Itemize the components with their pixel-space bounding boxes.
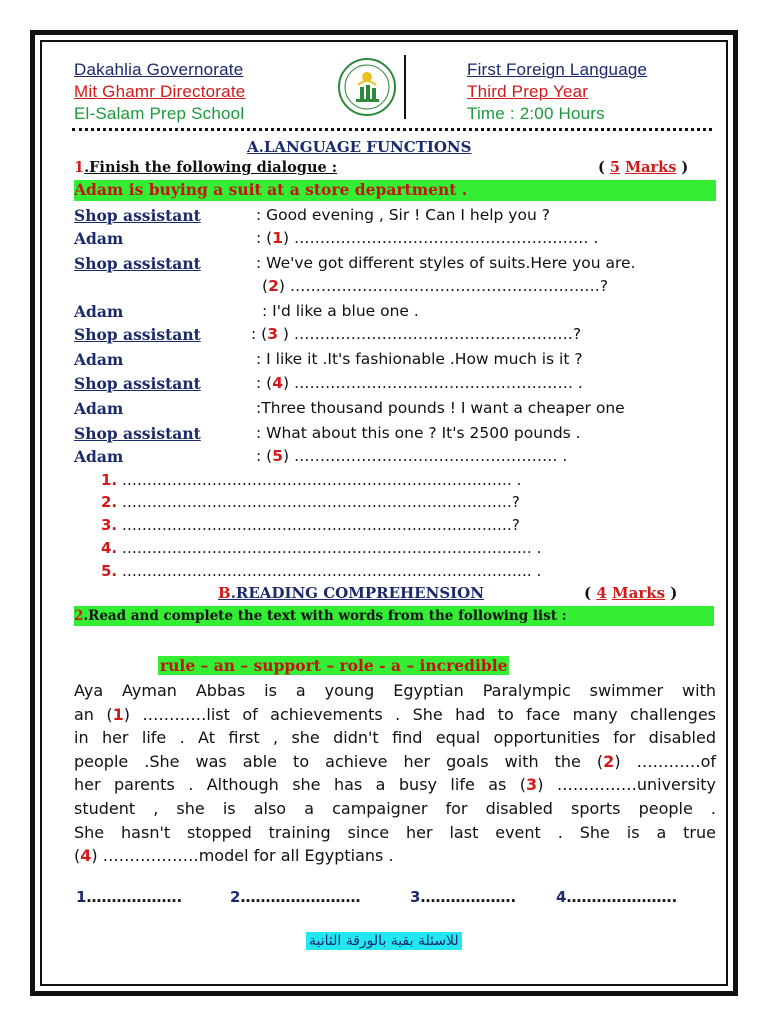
paragraph-text: ) ………………model for all Egyptians . xyxy=(91,846,394,866)
question-2-number: 2 xyxy=(74,608,84,624)
answer-dots: ……………………………………………………………………? xyxy=(117,516,520,534)
answer-number: 2. xyxy=(101,493,118,511)
blank-number: 3 xyxy=(267,325,278,343)
answer-line xyxy=(101,516,520,534)
blank-dots: ) ………………………………………………… . xyxy=(283,229,599,247)
blank-dots: ) ……………………………………………… . xyxy=(283,374,583,392)
blank-number: 4 xyxy=(556,888,567,906)
blank-number: 2 xyxy=(268,277,279,295)
dialogue-line: : We've got different styles of suits.Here you are. xyxy=(256,254,636,272)
question-2-line xyxy=(74,606,714,626)
paragraph-text: ) ……………university xyxy=(537,775,717,795)
blank-number: 1 xyxy=(112,704,124,724)
paragraph-line xyxy=(74,821,716,845)
blank-number: 4 xyxy=(272,374,283,392)
blank-number: 2 xyxy=(230,888,241,906)
answer-line xyxy=(101,471,521,489)
dialogue-line: : I'd like a blue one . xyxy=(262,302,419,320)
question-2-marks: ( 4 Marks ) xyxy=(584,584,678,602)
paragraph-line xyxy=(74,844,716,868)
section-a-title: A.LANGUAGE FUNCTIONS xyxy=(247,138,472,156)
paragraph-text: an ( xyxy=(74,704,113,724)
paragraph-text: her parents . Although she has a busy life as ( xyxy=(74,775,527,795)
dialogue-line xyxy=(251,325,581,343)
situation-text: Adam is buying a suit at a store department . xyxy=(74,180,468,199)
dialogue-speaker: Shop assistant xyxy=(74,325,201,344)
time-label: Time : 2:00 Hours xyxy=(467,104,605,123)
answer-dots: …………………………………………………………………… . xyxy=(117,471,522,489)
question-2-marks-word: Marks xyxy=(612,584,666,602)
paragraph-line xyxy=(74,750,716,774)
answer-number: 1. xyxy=(101,471,118,489)
question-1-text: .Finish the following dialogue : xyxy=(84,159,338,176)
dialogue-line: : Good evening , Sir ! Can I help you ? xyxy=(256,206,550,224)
school-logo-icon xyxy=(334,55,408,119)
answer-dots: ………………………………………………………………………. . xyxy=(117,539,542,557)
blank-number: 5 xyxy=(272,447,283,465)
dialogue-speaker: Adam xyxy=(74,350,124,369)
answer-number: 3. xyxy=(101,516,118,534)
question-2-marks-number: 4 xyxy=(596,584,607,602)
paragraph-text: Aya Ayman Abbas is a young Egyptian Paralympic swimmer with xyxy=(74,681,716,700)
blank-prefix: : ( xyxy=(256,229,273,247)
paragraph-line xyxy=(74,773,716,797)
dialogue-speaker: Shop assistant xyxy=(74,206,201,225)
answer-line xyxy=(101,539,541,557)
paragraph-line xyxy=(74,679,716,703)
continued-note: للاسئلة بقية بالورقة الثانية xyxy=(306,932,462,950)
blank-number: 1 xyxy=(272,229,283,247)
dialogue-speaker: Shop assistant xyxy=(74,374,201,393)
blank-dots: ………………. xyxy=(86,888,183,906)
paragraph-line xyxy=(74,726,716,750)
question-1-marks-number: 5 xyxy=(609,159,621,176)
word-list: rule – an – support – role - a – incredible xyxy=(160,656,508,675)
blank-prefix: : ( xyxy=(251,325,268,343)
dialogue-line xyxy=(256,447,567,465)
dialogue-line xyxy=(262,277,608,295)
blank-3 xyxy=(410,888,516,906)
question-1-number: 1 xyxy=(74,159,85,176)
dialogue-speaker: Adam xyxy=(74,302,124,321)
blank-2 xyxy=(230,888,360,906)
year-label: Third Prep Year xyxy=(467,82,589,101)
section-b-title xyxy=(218,584,484,602)
dialogue-speaker: Adam xyxy=(74,447,124,466)
dialogue-speaker: Adam xyxy=(74,229,124,248)
governorate-label: Dakahlia Governorate xyxy=(74,60,244,79)
blank-dots: ) ………………………………………………? xyxy=(278,325,582,343)
question-1-marks: ( 5 Marks ) xyxy=(598,159,689,176)
blank-number: 4 xyxy=(80,846,92,866)
dialogue-line: : I like it .It's fashionable .How much is it ? xyxy=(256,350,583,368)
dialogue-situation xyxy=(74,180,716,201)
paragraph-text: ) …………of xyxy=(614,751,717,771)
reading-paragraph xyxy=(74,679,716,868)
section-b-letter: B xyxy=(218,584,231,602)
paragraph-text: ) …………list of achievements . She had to face many challenges xyxy=(123,704,716,724)
paragraph-text: ( xyxy=(74,846,81,866)
answer-dots: ……………………………………………………………………? xyxy=(117,493,520,511)
blank-dots: ) ……………………………………………………? xyxy=(278,277,609,295)
section-b-title-text: .READING COMPREHENSION xyxy=(230,584,484,602)
dialogue-line: :Three thousand pounds ! I want a cheaper one xyxy=(256,399,625,417)
blank-number: 2 xyxy=(603,751,615,771)
blank-prefix: : ( xyxy=(256,374,273,392)
answer-number: 5. xyxy=(101,562,118,580)
paragraph-text: people .She was able to achieve her goals with the ( xyxy=(74,751,604,771)
language-label: First Foreign Language xyxy=(467,60,648,79)
answer-line xyxy=(101,562,541,580)
question-2-text: .Read and complete the text with words from the following list : xyxy=(83,608,567,624)
answer-number: 4. xyxy=(101,539,118,557)
blank-prefix: : ( xyxy=(256,447,273,465)
blank-dots: ) …………………………………………… . xyxy=(283,447,568,465)
question-1-marks-word: Marks xyxy=(625,159,677,176)
blank-4 xyxy=(556,888,677,906)
header-divider xyxy=(72,128,712,135)
answer-line xyxy=(101,493,520,511)
dialogue-speaker: Shop assistant xyxy=(74,254,201,273)
directorate-label: Mit Ghamr Directorate xyxy=(74,82,246,101)
paragraph-text: student , she is also a campaigner for disabled sports people . xyxy=(74,798,716,818)
blank-dots: …………………… xyxy=(240,888,361,906)
paragraph-text: in her life . At first , she didn't find equal opportunities for disabled xyxy=(74,728,716,748)
paragraph-line xyxy=(74,703,716,727)
school-label: El-Salam Prep School xyxy=(74,104,245,123)
dialogue-line xyxy=(256,374,583,392)
answer-dots: ………………………………………………………………………. . xyxy=(117,562,542,580)
paragraph-line xyxy=(74,797,716,821)
dialogue-speaker: Adam xyxy=(74,399,124,418)
question-1-line xyxy=(74,159,337,176)
blank-number: 1 xyxy=(76,888,87,906)
paragraph-text: She hasn't stopped training since her last event . She is a true xyxy=(74,822,716,842)
blank-dots: ………………. xyxy=(420,888,517,906)
dialogue-speaker: Shop assistant xyxy=(74,424,201,443)
blank-number: 3 xyxy=(526,775,538,795)
blank-1 xyxy=(76,888,182,906)
blank-dots: …………………. xyxy=(566,888,678,906)
dialogue-line: : What about this one ? It's 2500 pounds . xyxy=(256,424,581,442)
blank-number: 3 xyxy=(410,888,421,906)
blank-prefix: ( xyxy=(262,277,269,295)
dialogue-line xyxy=(256,229,598,247)
